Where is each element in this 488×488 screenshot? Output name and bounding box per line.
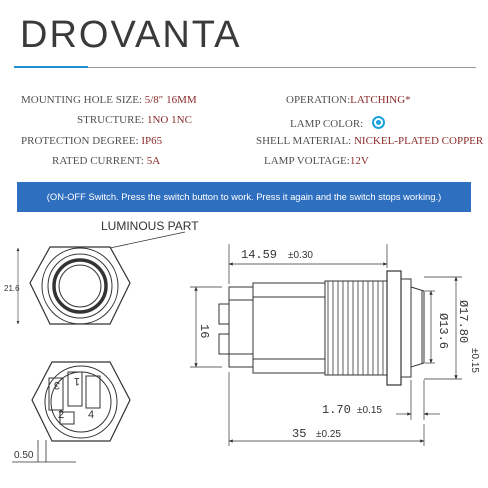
luminous-part-label: LUMINOUS PART <box>101 219 199 233</box>
front-width-dim: 21.6 <box>4 284 20 293</box>
spec-label: MOUNTING HOLE SIZE: <box>21 94 142 106</box>
dim-14-59-tolerance: ±0.30 <box>288 250 313 261</box>
bottom-dim-label: 0.50 <box>14 450 34 461</box>
spec-label: PROTECTION DEGREE: <box>21 135 139 147</box>
terminal-2-label: 2 <box>58 409 65 421</box>
dim-13-6: Ø13.6 <box>436 313 450 350</box>
dim-35: 35 <box>292 427 307 441</box>
dim-17-80-tolerance: ±0.15 <box>469 348 480 373</box>
brand-title: DROVANTA <box>20 14 242 56</box>
operation-banner: (ON-OFF Switch. Press the switch button to work. Press it again and the switch stops working.) <box>17 182 471 212</box>
spec-value: LATCHING* <box>350 94 411 106</box>
side-view <box>219 271 424 385</box>
spec-value: IP65 <box>141 135 163 147</box>
spec-label: SHELL MATERIAL: <box>256 135 352 147</box>
terminal-4-label: 4 <box>88 409 95 421</box>
dim-1-70-tolerance: ±0.15 <box>357 405 382 416</box>
spec-label: LAMP VOLTAGE: <box>264 155 350 167</box>
dim-35-tolerance: ±0.25 <box>316 429 341 440</box>
spec-label: STRUCTURE: <box>77 114 145 126</box>
dim-16: 16 <box>197 324 211 339</box>
bottom-view <box>12 362 130 462</box>
spec-value: 5/8″ 16MM <box>144 94 197 106</box>
dim-17-80: Ø17.80 <box>456 300 470 344</box>
spec-label: OPERATION: <box>286 94 351 106</box>
front-view <box>18 232 185 324</box>
spec-value: 5A <box>146 155 161 167</box>
spec-label: RATED CURRENT: <box>52 155 145 167</box>
dim-14-59: 14.59 <box>241 248 278 262</box>
terminal-1-label: 1 <box>73 375 80 387</box>
luminous-leader-line <box>110 232 185 248</box>
spec-value: 12V <box>349 155 369 167</box>
terminal-3-label: 3 <box>53 379 60 391</box>
spec-value: 1NO 1NC <box>146 114 192 126</box>
spec-value: NICKEL-PLATED COPPER <box>353 135 484 147</box>
dim-1-70: 1.70 <box>322 403 351 417</box>
spec-label: LAMP COLOR: <box>290 118 364 130</box>
